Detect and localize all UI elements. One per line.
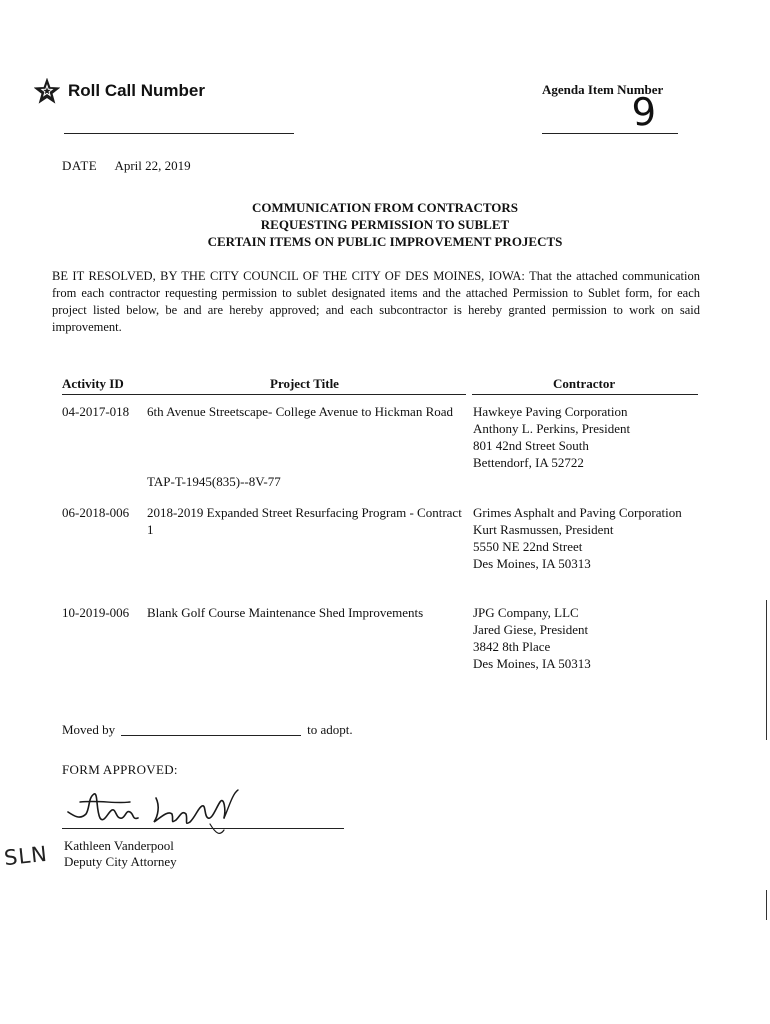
moved-by-row [62,722,353,738]
column-header-activity: Activity ID [62,376,124,391]
scan-edge-mark [766,600,767,740]
contractor-person: Kurt Rasmussen, President [473,522,614,537]
agenda-item-label: Agenda Item Number [542,82,664,97]
heading-line-2: REQUESTING PERMISSION TO SUBLET [260,217,510,232]
resolution-paragraph: BE IT RESOLVED, BY THE CITY COUNCIL OF THE CITY OF DES MOINES, IOWA: That the attached communication from each contractor requesting permission to sublet designated items and the attached Permission to Sublet form, for each project listed below, be and are hereby approved; and each subcontractor is hereby granted permission to work on said improvement. [52,269,700,334]
contractor-person: Jared Giese, President [473,622,589,637]
contractor-city: Bettendorf, IA 52722 [473,455,584,470]
date-value: April 22, 2019 [114,158,191,173]
form-approved-label: FORM APPROVED: [62,762,178,777]
contractor-street: 5550 NE 22nd Street [473,539,583,554]
heading-line-3: CERTAIN ITEMS ON PUBLIC IMPROVEMENT PROJECTS [207,234,563,249]
table-row-3-title: Blank Golf Course Maintenance Shed Improvements [147,605,424,620]
roll-call-number-line [64,133,294,134]
signature-line [62,828,344,829]
document-heading [120,199,650,250]
contractor-city: Des Moines, IA 50313 [473,556,591,571]
roll-call-header [34,78,205,104]
date-row [62,158,191,174]
contractor-company: JPG Company, LLC [473,605,579,620]
signer-name: Kathleen Vanderpool [64,838,174,853]
header-rule-left [62,394,466,395]
moved-by-label: Moved by [62,722,116,737]
contractor-street: 3842 8th Place [473,639,551,654]
contractor-person: Anthony L. Perkins, President [473,421,631,436]
table-row-2-contractor [473,504,713,572]
agenda-item-number: 9 [630,89,658,135]
roll-call-label: Roll Call Number [68,81,205,100]
moved-by-blank [121,723,301,736]
heading-line-1: COMMUNICATION FROM CONTRACTORS [251,200,519,215]
column-header-contractor: Contractor [553,376,616,391]
star-icon [34,78,60,104]
table-row-3-contractor [473,604,713,672]
table-row-1-extra: TAP-T-1945(835)--8V-77 [147,474,281,489]
table-row-1-activity-id: 04-2017-018 [62,404,130,419]
contractor-company: Grimes Asphalt and Paving Corporation [473,505,682,520]
signature-image [60,780,260,845]
table-row-1-contractor [473,403,713,471]
table-row-3-activity-id: 10-2019-006 [62,605,130,620]
contractor-company: Hawkeye Paving Corporation [473,404,628,419]
table-row-2-title: 2018-2019 Expanded Street Resurfacing Program - Contract 1 [147,505,462,537]
date-label: DATE [62,158,98,173]
header-rule-right [472,394,698,395]
contractor-street: 801 42nd Street South [473,438,589,453]
handwritten-initials: SLN [2,841,49,871]
table-row-1-title: 6th Avenue Streetscape- College Avenue to Hickman Road [147,404,454,419]
agenda-item-line [542,133,678,134]
to-adopt-label: to adopt. [307,722,353,737]
signer-title: Deputy City Attorney [64,854,177,869]
signer-block [64,838,177,870]
contractor-city: Des Moines, IA 50313 [473,656,591,671]
column-header-project: Project Title [270,376,339,391]
table-row-2-activity-id: 06-2018-006 [62,505,130,520]
scan-edge-mark [766,890,767,920]
